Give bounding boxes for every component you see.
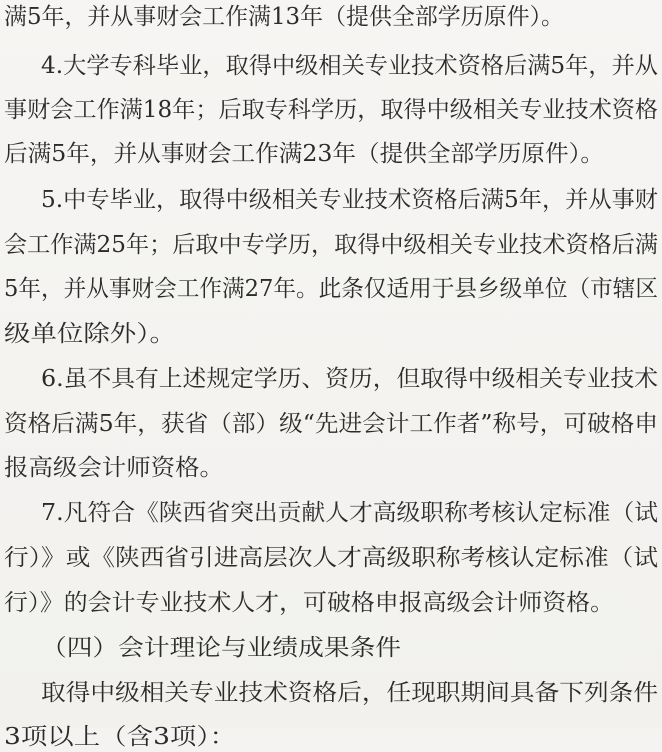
text-line-11: 报高级会计师资格。 (4, 455, 224, 481)
text-line-8: 级单位除外）。 (4, 321, 176, 347)
text-line-16: 取得中级相关专业技术资格后，任现职期间具备下列条件 (41, 680, 658, 706)
text-line-2: 4.大学专科毕业，取得中级相关专业技术资格后满5年，并从 (41, 53, 658, 79)
text-line-5: 5.中专毕业，取得中级相关专业技术资格后满5年，并从事财 (41, 187, 658, 213)
text-line-13: 行）》或《陕西省引进高层次人才高级职称考核认定标准（试 (4, 545, 658, 571)
text-line-6: 会工作满25年；后取中专学历，取得中级相关专业技术资格后满 (4, 232, 658, 258)
text-line-9: 6.虽不具有上述规定学历、资历，但取得中级相关专业技术 (41, 366, 658, 392)
text-line-3: 事财会工作满18年；后取专科学历，取得中级相关专业技术资格 (4, 97, 658, 123)
text-line-1: 满5年，并从事财会工作满13年（提供全部学历原件）。 (4, 4, 564, 30)
text-line-4: 后满5年，并从事财会工作满23年（提供全部学历原件）。 (4, 141, 604, 167)
text-line-17: 3项以上（含3项）： (4, 724, 237, 750)
text-line-10: 资格后满5年，获省（部）级“先进会计工作者”称号，可破格申 (4, 411, 658, 437)
section-heading: （四）会计理论与业绩成果条件 (41, 635, 401, 661)
text-line-14: 行）》的会计专业技术人才，可破格申报高级会计师资格。 (4, 590, 614, 616)
text-line-7: 5年，并从事财会工作满27年。此条仅适用于县乡级单位（市辖区 (4, 276, 658, 302)
text-line-12: 7.凡符合《陕西省突出贡献人才高级职称考核认定标准（试 (41, 500, 658, 526)
